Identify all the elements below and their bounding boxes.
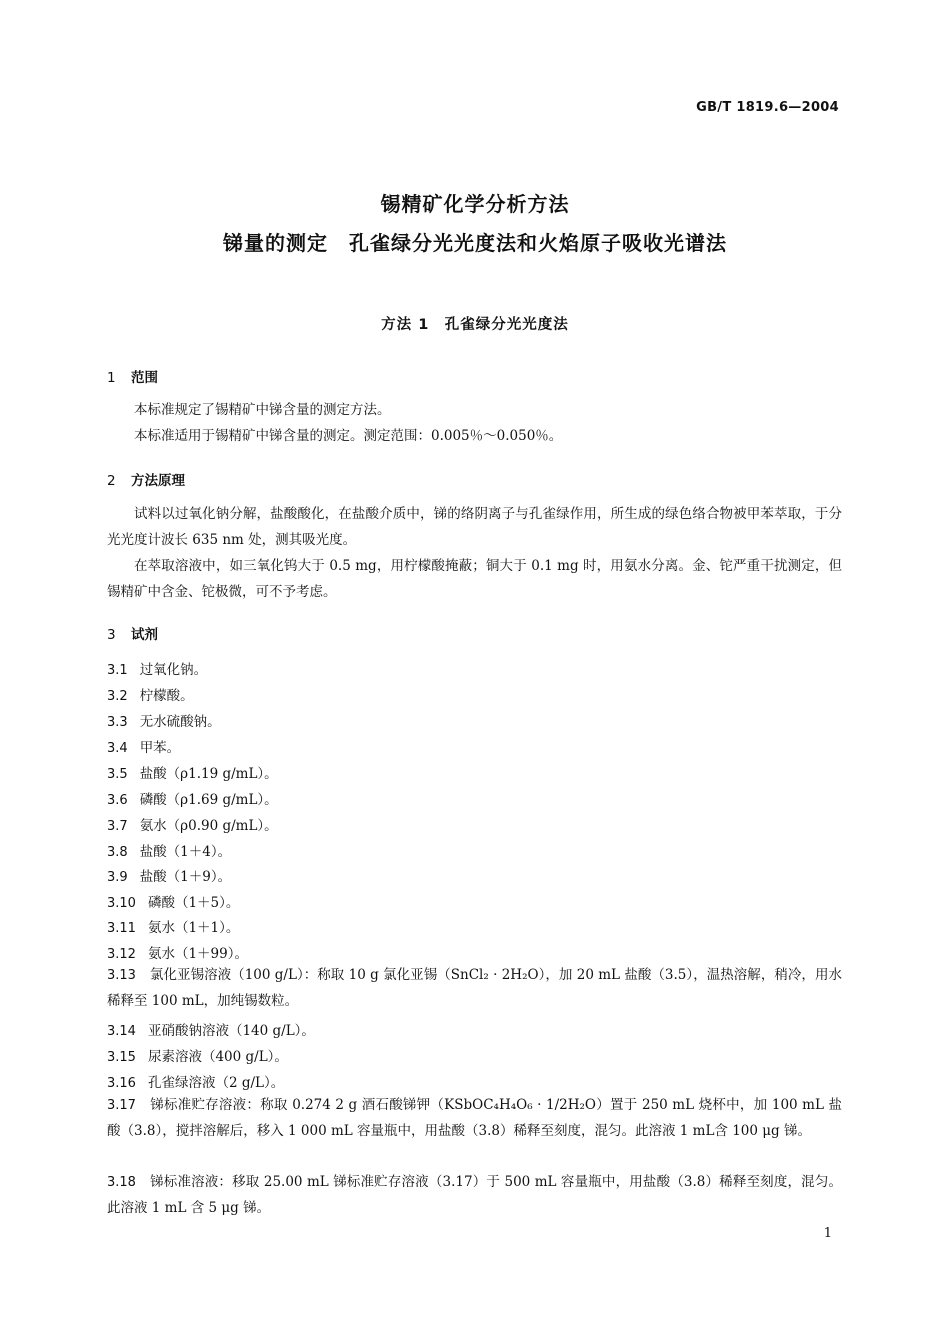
section-heading-principle (107, 469, 185, 489)
reagent-text: 磷酸（ρ1.69 g/mL）。 (139, 792, 278, 808)
reagent-number: 3.12 (107, 947, 136, 962)
reagent-number: 3.8 (107, 845, 128, 860)
reagent-text: 盐酸（1＋9）。 (139, 869, 232, 885)
section-number: 1 (107, 370, 116, 386)
reagent-number: 3.2 (107, 689, 128, 704)
reagent-text: 甲苯。 (139, 740, 181, 756)
reagent-number: 3.3 (107, 715, 128, 730)
reagent-item (107, 1019, 315, 1039)
reagent-item (107, 963, 842, 1014)
reagent-item (107, 762, 278, 782)
reagent-text: 盐酸（ρ1.19 g/mL）。 (139, 766, 278, 782)
scope-paragraph-1: 本标准规定了锡精矿中锑含量的测定方法。 (134, 402, 391, 418)
reagent-item (107, 916, 239, 936)
section-title: 试剂 (131, 627, 158, 643)
reagent-number: 3.15 (107, 1050, 136, 1065)
reagent-number: 3.1 (107, 663, 128, 678)
reagent-text: 锑标准贮存溶液：称取 0.274 2 g 酒石酸锑钾（KSbOC₄H₄O₆ · 1/2H₂O）置于 250 mL 烧杯中，加 100 mL 盐酸（3.8），搅拌溶解后，移入 1 000 mL 容量瓶中，用盐酸（3.8）稀释至刻度，混匀。此溶液 1 mL含 100 μg 锑。 (107, 1097, 842, 1139)
reagent-item (107, 1170, 842, 1221)
reagent-number: 3.14 (107, 1024, 136, 1039)
scope-paragraph-2: 本标准适用于锡精矿中锑含量的测定。测定范围：0.005％～0.050％。 (134, 428, 563, 444)
section-number: 2 (107, 473, 116, 489)
reagent-item (107, 942, 248, 962)
reagent-text: 氨水（ρ0.90 g/mL）。 (139, 818, 278, 834)
reagent-number: 3.9 (107, 870, 128, 885)
reagent-item (107, 736, 180, 756)
document-title-line1: 锡精矿化学分析方法 (380, 192, 570, 216)
reagent-number: 3.11 (107, 921, 136, 936)
reagent-text: 氨水（1＋99）。 (147, 946, 248, 962)
reagent-text: 柠檬酸。 (139, 688, 194, 704)
principle-paragraph-1: 试料以过氧化钠分解，盐酸酸化，在盐酸介质中，锑的络阴离子与孔雀绿作用，所生成的绿色络合物被甲苯萃取，于分光光度计波长 635 nm 处，测其吸光度。 (107, 506, 842, 548)
principle-paragraph-2: 在萃取溶液中，如三氧化钨大于 0.5 mg，用柠檬酸掩蔽；铜大于 0.1 mg 时，用氨水分离。金、铊严重干扰测定，但锡精矿中含金、铊极微，可不予考虑。 (107, 558, 842, 600)
section-heading-reagents (107, 623, 158, 643)
reagent-text: 亚硝酸钠溶液（140 g/L）。 (147, 1023, 315, 1039)
reagent-number: 3.4 (107, 741, 128, 756)
section-title: 方法原理 (131, 473, 185, 489)
reagent-item (107, 1045, 288, 1065)
standard-code: GB/T 1819.6—2004 (696, 100, 839, 115)
reagent-text: 锑标准溶液：移取 25.00 mL 锑标准贮存溶液（3.17）于 500 mL 容量瓶中，用盐酸（3.8）稀释至刻度，混匀。此溶液 1 mL 含 5 μg 锑。 (107, 1174, 842, 1216)
reagent-item (107, 891, 239, 911)
document-title-line2: 锑量的测定 孔雀绿分光光度法和火焰原子吸收光谱法 (223, 231, 727, 255)
reagent-text: 氨水（1＋1）。 (147, 920, 240, 936)
reagent-text: 孔雀绿溶液（2 g/L）。 (147, 1075, 285, 1091)
reagent-item (107, 684, 194, 704)
reagent-text: 过氧化钠。 (139, 662, 208, 678)
reagent-number: 3.16 (107, 1076, 136, 1091)
section-heading-scope (107, 366, 158, 386)
reagent-text: 无水硫酸钠。 (139, 714, 221, 730)
reagent-item (107, 865, 231, 885)
reagent-item (107, 1071, 284, 1091)
reagent-number: 3.10 (107, 896, 136, 911)
method-heading: 方法 1 孔雀绿分光光度法 (381, 317, 569, 333)
reagent-item (107, 658, 207, 678)
reagent-number: 3.17 (107, 1098, 136, 1113)
reagent-number: 3.18 (107, 1175, 136, 1190)
reagent-text: 磷酸（1＋5）。 (147, 895, 240, 911)
reagent-number: 3.5 (107, 767, 128, 782)
reagent-number: 3.13 (107, 968, 136, 983)
reagent-item (107, 840, 231, 860)
reagent-item (107, 814, 278, 834)
page-number: 1 (823, 1226, 832, 1241)
reagent-item (107, 788, 278, 808)
section-number: 3 (107, 627, 116, 643)
reagent-item (107, 710, 221, 730)
reagent-text: 盐酸（1＋4）。 (139, 844, 232, 860)
reagent-text: 氯化亚锡溶液（100 g/L）：称取 10 g 氯化亚锡（SnCl₂ · 2H₂O），加 20 mL 盐酸（3.5），温热溶解，稍冷，用水稀释至 100 mL，加纯锡数粒。 (107, 967, 842, 1009)
reagent-number: 3.6 (107, 793, 128, 808)
reagent-item (107, 1093, 842, 1144)
reagent-number: 3.7 (107, 819, 128, 834)
reagent-text: 尿素溶液（400 g/L）。 (147, 1049, 288, 1065)
section-title: 范围 (131, 370, 158, 386)
